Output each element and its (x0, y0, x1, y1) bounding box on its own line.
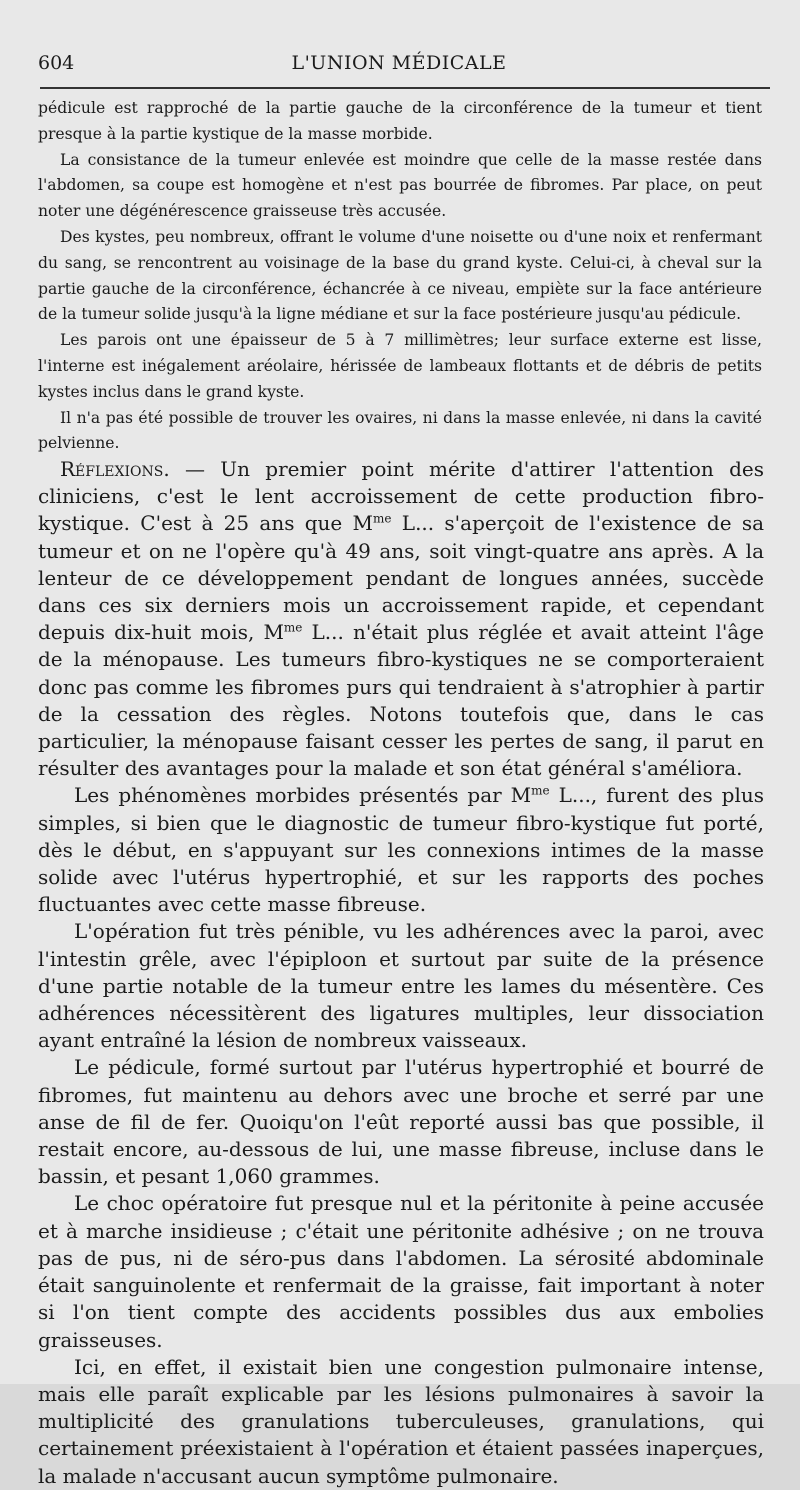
case-report-section (38, 96, 762, 457)
page-number: 604 (38, 52, 75, 74)
running-title: L'UNION MÉDICALE (291, 52, 507, 74)
phenomenes-sup: me (531, 783, 550, 798)
paragraph-congestion: Ici, en effet, il existait bien une congestion pulmonaire intense, mais elle paraît explicable par les lésions pulmonaires à savoir la multiplicité des granulations tuberculeuses, granulations, qui certainement préexistaient à l'opération et étaient passées inaperçues, la malade n'accusant aucun symptôme pulmonaire. (38, 1354, 764, 1488)
reflexions-text-2: L... s'aperçoit de l'existence de sa tumeur et on ne l'opère qu'à 49 ans, soit vingt-quatre ans après. A la lenteur de ce développement pendant de longues années, succède dans ces six derniers mois un accroissement rapide, et cependant depuis dix-huit mois, M (38, 511, 765, 645)
paragraph-pedicule-forme: Le pédicule, formé surtout par l'utérus hypertrophié et bourré de fibromes, fut maintenu au dehors avec une broche et serré par une anse de fil de fer. Quoiqu'on l'eût reporté aussi bas que possible, il restait encore, au-dessous de lui, une masse fibreuse, incluse dans le bassin, et pesant 1,060 grammes. (38, 1055, 764, 1189)
paragraph-kystes: Des kystes, peu nombreux, offrant le volume d'une noisette ou d'une noix et renfermant du sang, se rencontrent au voisinage de la base du grand kyste. Celui-ci, à cheval sur la partie gauche de la circonférence, échancrée à ce niveau, empiète sur la face antérieure de la tumeur solide jusqu'à la ligne médiane et sur la face postérieure jusqu'au pédicule. (38, 227, 762, 324)
phenomenes-text-2: L..., furent des plus simples, si bien que le diagnostic de tumeur fibro-kystique fut porté, dès le début, en s'appuyant sur les connexions intimes de la masse solide avec l'utérus hypertrophié, et sur les rapports des poches fluctuantes avec cette masse fibreuse. (38, 783, 765, 917)
reflexions-heading: Réflexions. (60, 457, 170, 481)
phenomenes-text-1: Les phénomènes morbides présentés par M (74, 783, 532, 808)
paragraph-ovaires: Il n'a pas été possible de trouver les ovaires, ni dans la masse enlevée, ni dans la cavité pelvienne. (38, 408, 762, 453)
page-header (38, 52, 760, 82)
paragraph-pedicule: pédicule est rapproché de la partie gauche de la circonférence de la tumeur et tient presque à la partie kystique de la masse morbide. (38, 99, 762, 143)
paragraph-choc: Le choc opératoire fut presque nul et la péritonite à peine accusée et à marche insidieuse ; c'était une péritonite adhésive ; on ne trouva pas de pus, ni de séro-pus dans l'abdomen. La sérosité abdominale était sanguinolente et renfermait de la graisse, fait important à noter si l'on tient compte des accidents possibles dus aux embolies graisseuses. (38, 1191, 764, 1352)
paragraph-parois: Les parois ont une épaisseur de 5 à 7 millimètres; leur surface externe est lisse, l'interne est inégalement aréolaire, hérissée de lambeaux flottants et de débris de petits kystes inclus dans le grand kyste. (38, 331, 762, 401)
paragraph-phenomenes (38, 782, 764, 918)
reflexions-text-1: — Un premier point mérite d'attirer l'attention des cliniciens, c'est le lent accroissement de cette production fibro-kystique. C'est à 25 ans que M (38, 457, 764, 536)
reflexions-section (38, 456, 764, 1490)
reflexions-sup-1: me (373, 511, 392, 526)
reflexions-text-3: L... n'était plus réglée et avait atteint l'âge de la ménopause. Les tumeurs fibro-kystiques ne se comporteraient donc pas comme les fibromes purs qui tendraient à s'atrophier à partir de la cessation des règles. Notons toutefois que, dans le cas particulier, la ménopause faisant cesser les pertes de sang, il parut en résulter des avantages pour la malade et son état général s'améliora. (38, 620, 764, 781)
header-rule (40, 87, 770, 89)
paragraph-consistance: La consistance de la tumeur enlevée est moindre que celle de la masse restée dans l'abdomen, sa coupe est homogène et n'est pas bourrée de fibromes. Par place, on peut noter une dégénérescence graisseuse très accusée. (38, 150, 762, 221)
paragraph-operation: L'opération fut très pénible, vu les adhérences avec la paroi, avec l'intestin grêle, avec l'épiploon et surtout par suite de la présence d'une partie notable de la tumeur entre les lames du mésentère. Ces adhérences nécessitèrent des ligatures multiples, leur dissociation ayant entraîné la lésion de nombreux vaisseaux. (38, 919, 764, 1053)
reflexions-sup-2: me (283, 620, 303, 635)
paragraph-reflexions (38, 456, 764, 782)
